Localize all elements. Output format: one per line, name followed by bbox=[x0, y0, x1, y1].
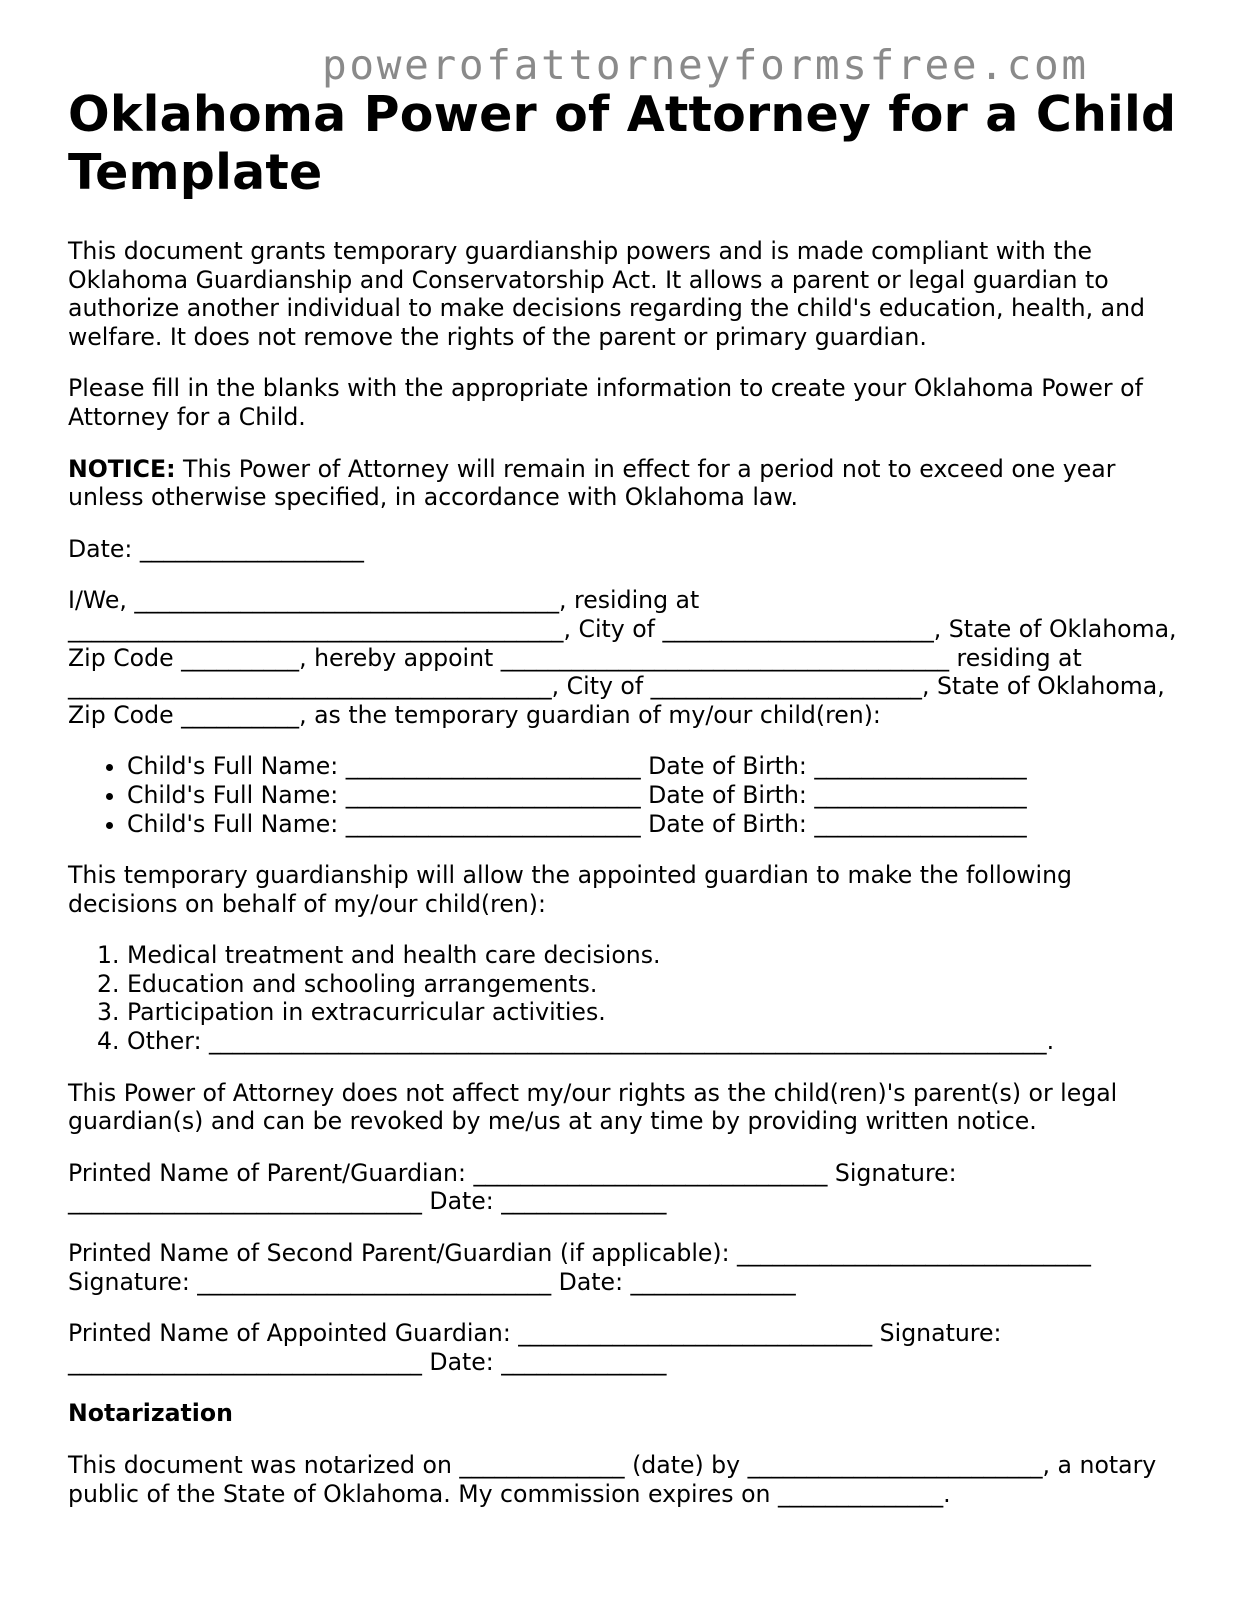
list-item: • Child's Full Name: _________________________ Date of Birth: __________________ bbox=[127, 781, 1178, 810]
rights-paragraph: This Power of Attorney does not affect my/our rights as the child(ren)'s parent(s) or legal guardian(s) and can be revoked by me/us at any time by providing written notice. bbox=[68, 1078, 1118, 1136]
list-item: 2. Education and schooling arrangements. bbox=[127, 970, 1178, 999]
appointment-paragraph: I/We, ____________________________________, residing at __________________________________________, City of _______________________, State of Oklahoma, Zip Code __________, hereby appoint ______________________________________ residing at _________________________________________, City of _______________________, State of Oklahoma, Zip Code __________, as the temporary guardian of my/our child(ren): bbox=[68, 586, 1177, 729]
appointed-guardian-signature-block: Printed Name of Appointed Guardian: ______________________________ Signature: ______________________________ Date: ______________ bbox=[68, 1319, 1002, 1376]
notice-label: NOTICE: bbox=[68, 454, 176, 483]
decisions-list bbox=[68, 941, 1178, 1055]
parent-signature-block: Printed Name of Parent/Guardian: ______________________________ Signature: ______________________________ Date: ______________ bbox=[68, 1158, 957, 1216]
notice-text: This Power of Attorney will remain in effect for a period not to exceed one year unless otherwise specified, in accordance with Oklahoma law. bbox=[68, 454, 1116, 512]
children-list bbox=[68, 752, 1178, 838]
instructions-paragraph: Please fill in the blanks with the appropriate information to create your Oklahoma Power of Attorney for a Child. bbox=[68, 374, 1143, 431]
watermark: powerofattorneyformsfree.com bbox=[322, 41, 1089, 89]
page-title: Oklahoma Power of Attorney for a Child Template bbox=[68, 86, 1177, 201]
list-item: 3. Participation in extracurricular activities. bbox=[127, 998, 1178, 1027]
second-parent-signature-block: Printed Name of Second Parent/Guardian (if applicable): ______________________________ Signature: ______________________________ Date: ______________ bbox=[68, 1239, 1091, 1296]
decisions-intro: This temporary guardianship will allow the appointed guardian to make the following decisions on behalf of my/our child(ren): bbox=[68, 861, 1073, 918]
notarization-heading: Notarization bbox=[68, 1399, 233, 1428]
date-field: Date: ___________________ bbox=[68, 534, 364, 563]
list-item: • Child's Full Name: _________________________ Date of Birth: __________________ bbox=[127, 752, 1178, 781]
notarization-paragraph: This document was notarized on ______________ (date) by _________________________, a notary public of the State of Oklahoma. My commission expires on ______________. bbox=[68, 1451, 1157, 1508]
document-body bbox=[68, 86, 1178, 1508]
list-item: • Child's Full Name: _________________________ Date of Birth: __________________ bbox=[127, 810, 1178, 839]
intro-paragraph: This document grants temporary guardianship powers and is made compliant with the Oklahoma Guardianship and Conservatorship Act. It allows a parent or legal guardian to authorize another individual to make decisions regarding the child's education, health, and welfare. It does not remove the rights of the parent or primary guardian. bbox=[68, 237, 1146, 351]
notice-paragraph bbox=[68, 455, 1178, 512]
list-item: 4. Other: _______________________________________________________________________. bbox=[127, 1027, 1178, 1056]
list-item: 1. Medical treatment and health care decisions. bbox=[127, 941, 1178, 970]
